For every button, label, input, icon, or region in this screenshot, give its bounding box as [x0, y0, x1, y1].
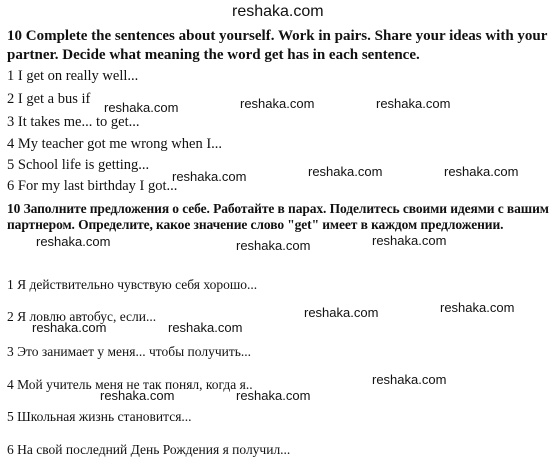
watermark: reshaka.com — [36, 234, 111, 249]
russian-item-5: 5 Школьная жизнь становится... — [7, 409, 192, 424]
russian-item-4: 4 Мой учитель меня не так понял, когда я.. — [7, 377, 253, 392]
watermark: reshaka.com — [372, 372, 447, 387]
watermark: reshaka.com — [376, 96, 451, 111]
watermark: reshaka.com — [308, 164, 383, 179]
english-item-6: 6 For my last birthday I got... — [7, 178, 178, 194]
russian-item-6: 6 На свой последний День Рождения я получил... — [7, 442, 291, 457]
russian-item-3: 3 Это занимает у меня... чтобы получить... — [7, 344, 252, 359]
russian-item-1: 1 Я действительно чувствую себя хорошо... — [7, 277, 258, 292]
watermark: reshaka.com — [304, 305, 379, 320]
english-item-2: 2 I get a bus if — [7, 91, 91, 107]
russian-item-2: 2 Я ловлю автобус, если... — [7, 309, 157, 324]
watermark: reshaka.com — [236, 388, 311, 403]
watermark: reshaka.com — [440, 300, 515, 315]
watermark: reshaka.com — [444, 164, 519, 179]
watermark: reshaka.com — [372, 233, 447, 248]
english-item-5: 5 School life is getting... — [7, 157, 150, 173]
watermark: reshaka.com — [168, 320, 243, 335]
watermark: reshaka.com — [236, 238, 311, 253]
english-item-4: 4 My teacher got me wrong when I... — [7, 136, 223, 152]
watermark-top: reshaka.com — [232, 3, 324, 20]
exercise-heading-english: 10 Complete the sentences about yourself. Work in pairs. Share your ideas with your partner. Decide what meaning the word get has in each sentence. — [7, 28, 548, 63]
watermark: reshaka.com — [240, 96, 315, 111]
watermark: reshaka.com — [32, 320, 107, 335]
english-item-3: 3 It takes me... to get... — [7, 114, 140, 130]
watermark: reshaka.com — [104, 100, 179, 115]
watermark: reshaka.com — [172, 169, 247, 184]
exercise-heading-russian: 10 Заполните предложения о себе. Работайте в парах. Поделитесь своими идеями с вашим партнером. Определите, какое значение слово "get" имеет в каждом предложении. — [7, 201, 549, 232]
watermark: reshaka.com — [100, 388, 175, 403]
english-item-1: 1 I get on really well... — [7, 68, 139, 84]
